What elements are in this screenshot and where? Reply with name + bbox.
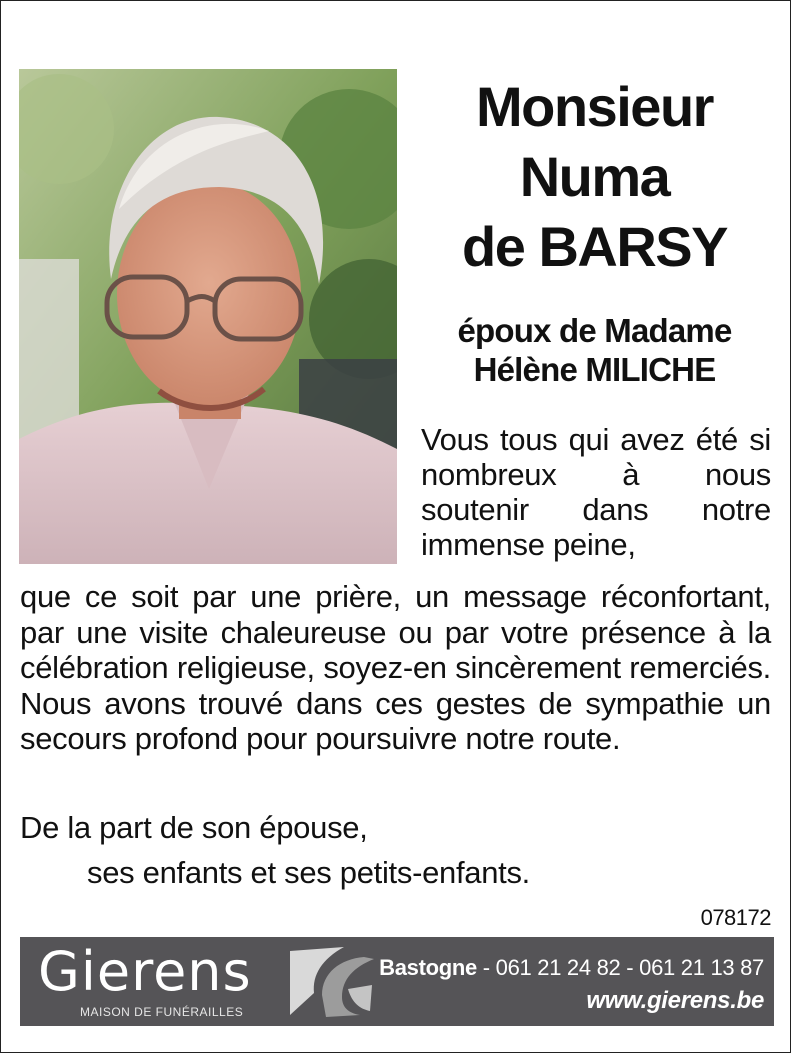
logo-subtitle: MAISON DE FUNÉRAILLES — [80, 1005, 244, 1019]
spouse-info — [398, 311, 791, 389]
contact-phone-numbers: - 061 21 24 82 - 061 21 13 87 — [476, 955, 764, 980]
signature-line-1: De la part de son épouse, — [20, 810, 368, 845]
thanks-body: que ce soit par une prière, un message réconfortant, par une visite chaleureuse ou par votre présence à la célébration religieuse, soyez-en sincèrement remerciés. Nous avons trouvé dans ces gestes de sympathie un secours profond pour poursuivre notre route. — [20, 579, 771, 756]
spouse-line-2: Hélène MILICHE — [473, 351, 716, 388]
deceased-name — [398, 72, 791, 282]
name-line-first: Numa — [519, 145, 670, 208]
reference-number: 078172 — [700, 905, 771, 930]
thanks-intro: Vous tous qui avez été si nombreux à nous soutenir dans notre immense peine, — [421, 422, 771, 562]
contact-phones — [379, 955, 764, 981]
contact-city: Bastogne — [379, 955, 477, 980]
spouse-line-1: époux de Madame — [457, 312, 732, 349]
name-line-title: Monsieur — [476, 75, 713, 138]
signature-line-2: ses enfants et ses petits-enfants. — [87, 855, 530, 890]
name-line-last: de BARSY — [462, 215, 727, 278]
logo-text: Gierens — [38, 940, 252, 1003]
portrait-photo — [19, 69, 397, 564]
website-link[interactable]: www.gierens.be — [586, 987, 764, 1014]
logo-mark-icon — [282, 945, 382, 1019]
funeral-home-banner — [20, 937, 774, 1026]
